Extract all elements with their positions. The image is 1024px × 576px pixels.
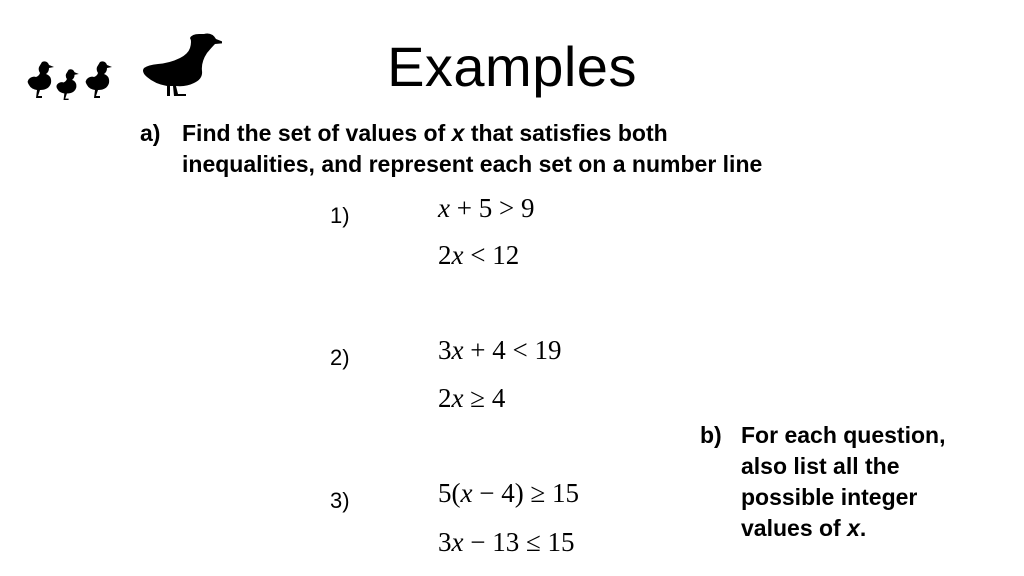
part-b-line4-pre: values of — [741, 515, 848, 541]
part-a-var: x — [451, 120, 465, 146]
part-b-line1: For each question, — [741, 422, 946, 448]
question-1-inequality-2: 2x < 12 — [438, 240, 520, 270]
question-2-inequality-2: 2x ≥ 4 — [438, 383, 506, 413]
part-b-line4-post: . — [859, 515, 867, 541]
part-a-text-2: that satisfies both — [464, 120, 668, 146]
question-1-number: 1) — [330, 203, 350, 228]
part-b-line3: possible integer — [741, 484, 918, 510]
page-title: Examples — [387, 35, 637, 98]
part-b-var: x — [847, 515, 860, 541]
part-a-text-1: Find the set of values of — [182, 120, 452, 146]
question-2-number: 2) — [330, 345, 350, 370]
question-3-inequality-1: 5(x − 4) ≥ 15 — [438, 478, 580, 508]
part-a-label: a) — [140, 120, 161, 146]
part-a-line2: inequalities, and represent each set on a number line — [182, 151, 763, 177]
question-3-inequality-2: 3x − 13 ≤ 15 — [438, 527, 575, 557]
question-3-number: 3) — [330, 488, 350, 513]
question-2-inequality-1: 3x + 4 < 19 — [438, 335, 562, 365]
part-a-text — [182, 118, 902, 180]
part-b-line2: also list all the — [741, 453, 900, 479]
part-b-text — [741, 420, 1021, 544]
part-b-label: b) — [700, 422, 722, 448]
question-1-inequality-1: x + 5 > 9 — [438, 193, 535, 223]
